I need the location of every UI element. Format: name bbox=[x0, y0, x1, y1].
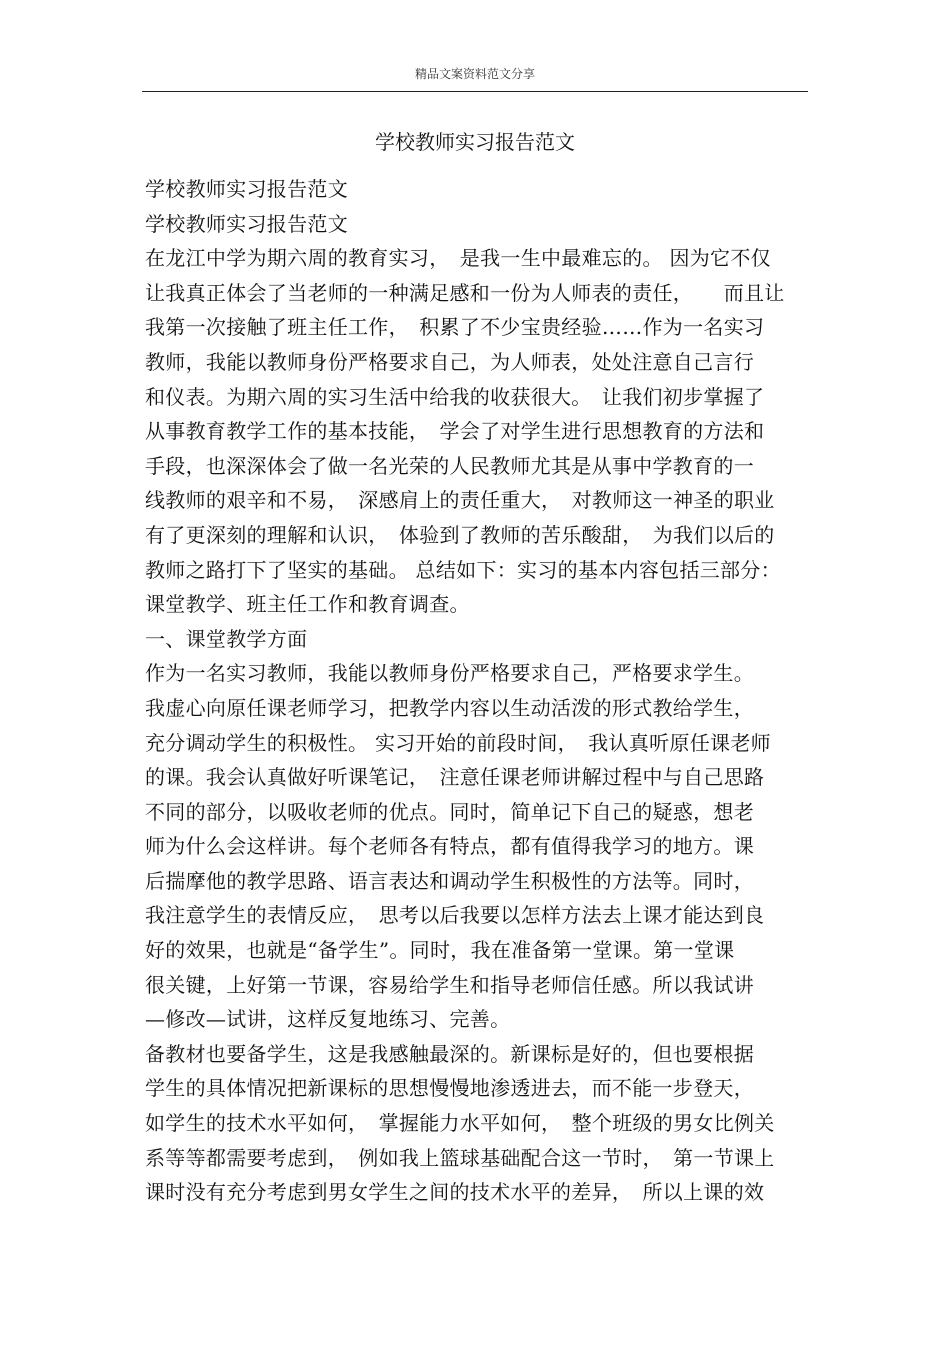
body-line: 在龙江中学为期六周的教育实习， 是我一生中最难忘的。 因为它不仅 bbox=[145, 246, 771, 271]
body-line: 备教材也要备学生，这是我感触最深的。新课标是好的，但也要根据 bbox=[145, 1041, 754, 1066]
document-body bbox=[145, 172, 815, 1210]
body-line: 的课。我会认真做好听课笔记， 注意任课老师讲解过程中与自己思路 bbox=[145, 765, 765, 790]
body-line: 学校教师实习报告范文 bbox=[145, 211, 348, 236]
section-heading: 一、课堂教学方面 bbox=[145, 626, 308, 651]
body-line: 从事教育教学工作的基本技能， 学会了对学生进行思想教育的方法和 bbox=[145, 419, 765, 444]
page-header: 精品文案资料范文分享 bbox=[414, 67, 535, 81]
body-line: 作为一名实习教师，我能以教师身份严格要求自己，严格要求学生。 bbox=[145, 661, 754, 686]
body-line: 不同的部分，以吸收老师的优点。同时，简单记下自己的疑惑，想老 bbox=[145, 799, 754, 824]
body-line: 教师，我能以教师身份严格要求自己，为人师表，处处注意自己言行 bbox=[145, 349, 754, 374]
body-line: 和仪表。为期六周的实习生活中给我的收获很大。 让我们初步掌握了 bbox=[145, 384, 765, 409]
body-line: 课堂教学、班主任工作和教育调查。 bbox=[145, 592, 470, 617]
body-line: 学生的具体情况把新课标的思想慢慢地渗透进去，而不能一步登天， bbox=[145, 1076, 754, 1101]
body-line: 让我真正体会了当老师的一种满足感和一份为人师表的责任， 而且让 bbox=[145, 280, 785, 305]
body-line: 师为什么会这样讲。每个老师各有特点，都有值得我学习的地方。课 bbox=[145, 834, 754, 859]
body-line: 有了更深刻的理解和认识， 体验到了教师的苦乐酸甜， 为我们以后的 bbox=[145, 522, 775, 547]
document-title: 学校教师实习报告范文 bbox=[375, 130, 575, 154]
body-line: 如学生的技术水平如何， 掌握能力水平如何， 整个班级的男女比例关 bbox=[145, 1111, 775, 1136]
body-line: 手段，也深深体会了做一名光荣的人民教师尤其是从事中学教育的一 bbox=[145, 453, 754, 478]
body-line: 学校教师实习报告范文 bbox=[145, 177, 348, 201]
body-line: 教师之路打下了坚实的基础。 总结如下：实习的基本内容包括三部分： bbox=[145, 557, 781, 582]
body-line: 我第一次接触了班主任工作， 积累了不少宝贵经验……作为一名实习 bbox=[145, 315, 765, 340]
body-line: 我注意学生的表情反应， 思考以后我要以怎样方法去上课才能达到良 bbox=[145, 903, 765, 928]
body-line: —修改—试讲，这样反复地练习、完善。 bbox=[145, 1007, 511, 1032]
body-line: 我虚心向原任课老师学习，把教学内容以生动活泼的形式教给学生， bbox=[145, 695, 754, 720]
body-line: 好的效果，也就是“备学生”。同时，我在准备第一堂课。第一堂课 bbox=[145, 938, 735, 963]
body-line: 线教师的艰辛和不易， 深感肩上的责任重大， 对教师这一神圣的职业 bbox=[145, 488, 775, 513]
body-line: 充分调动学生的积极性。 实习开始的前段时间， 我认真听原任课老师 bbox=[145, 730, 771, 755]
body-line: 系等等都需要考虑到， 例如我上篮球基础配合这一节时， 第一节课上 bbox=[145, 1145, 775, 1170]
body-line: 很关键，上好第一节课，容易给学生和指导老师信任感。所以我试讲 bbox=[145, 972, 754, 997]
body-line: 课时没有充分考虑到男女学生之间的技术水平的差异， 所以上课的效 bbox=[145, 1180, 765, 1205]
header-divider bbox=[142, 91, 808, 92]
body-line: 后揣摩他的教学思路、语言表达和调动学生积极性的方法等。同时， bbox=[145, 868, 754, 893]
